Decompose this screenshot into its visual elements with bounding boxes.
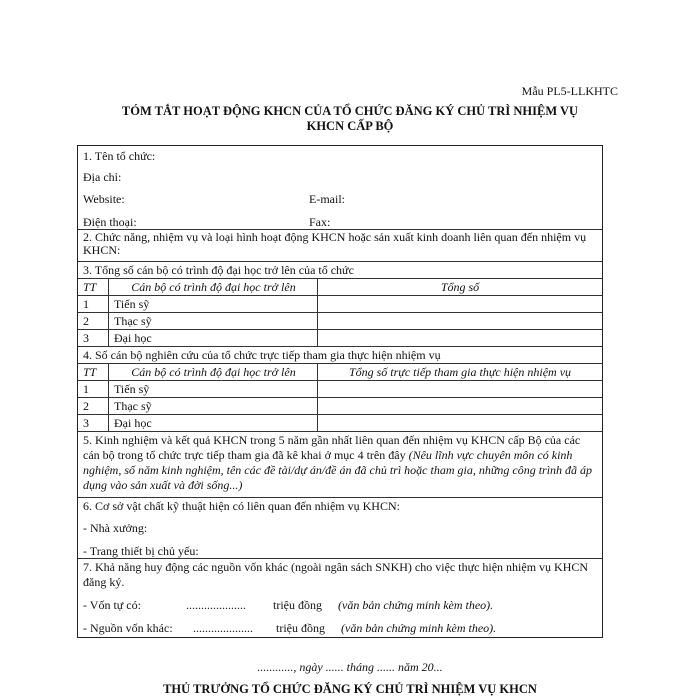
- divider: [78, 431, 602, 432]
- divider: [108, 363, 109, 431]
- own-capital-note: (văn bản chứng minh kèm theo).: [338, 598, 494, 612]
- form-table: [77, 145, 603, 638]
- phone-label: Điện thoại:: [83, 215, 137, 229]
- own-capital-unit: triệu đồng: [273, 598, 322, 612]
- equipment-label: - Trang thiết bị chủ yếu:: [83, 544, 199, 558]
- divider: [317, 363, 318, 431]
- fax-label: Fax:: [309, 215, 331, 229]
- divider: [78, 414, 602, 415]
- section-4-row-1-tt: 1: [83, 382, 89, 396]
- section-4-col-level: Cán bộ có trình độ đại học trở lên: [131, 365, 296, 379]
- section-4-row-3-level: Đại học: [114, 416, 152, 430]
- workshop-label: - Nhà xưởng:: [83, 521, 148, 535]
- section-3-heading: 3. Tổng số cán bộ có trình độ đại học trở lên của tổ chức: [83, 263, 354, 277]
- divider: [78, 261, 602, 262]
- divider: [78, 329, 602, 330]
- section-4-heading: 4. Số cán bộ nghiên cứu của tổ chức trực tiếp tham gia thực hiện nhiệm vụ: [83, 348, 441, 362]
- form-code: Mẫu PL5-LLKHTC: [521, 84, 618, 98]
- section-3-row-2-tt: 2: [83, 314, 89, 328]
- date-line: ............, ngày ...... tháng ...... năm 20...: [257, 660, 443, 674]
- section-3-col-tt: TT: [83, 280, 97, 294]
- section-3-row-3-tt: 3: [83, 331, 89, 345]
- other-capital-unit: triệu đồng: [276, 621, 325, 635]
- section-5-text: [83, 433, 595, 493]
- section-3-row-1-tt: 1: [83, 297, 89, 311]
- divider: [78, 380, 602, 381]
- section-5-body: 5. Kinh nghiệm và kết quả KHCN trong 5 năm gần nhất liên quan đến nhiệm vụ KHCN cấp Bộ của các cán bộ trong tổ chức trực tiếp tham gia đã kê khai ở mục 4 trên đây: [83, 433, 581, 462]
- section-4-row-1-level: Tiến sỹ: [114, 382, 150, 396]
- signatory-title: THỦ TRƯỞNG TỔ CHỨC ĐĂNG KÝ CHỦ TRÌ NHIỆM VỤ KHCN: [163, 682, 537, 696]
- section-2-text: 2. Chức năng, nhiệm vụ và loại hình hoạt động KHCN hoặc sản xuất kinh doanh liên quan đến nhiệm vụ KHCN:: [83, 230, 587, 257]
- own-capital-dots: ....................: [186, 598, 246, 612]
- section-5-note: (Nêu lĩnh vực chuyên môn có kinh nghiệm, số năm kinh nghiệm, tên các đề tài/dự án/đề án đã chủ trì hoặc tham gia, những công trình đã áp dụng vào sản xuất và đời sống...): [83, 448, 593, 492]
- divider: [78, 497, 602, 498]
- section-4-col-tt: TT: [83, 365, 97, 379]
- section-4-col-total: Tổng số trực tiếp tham gia thực hiện nhiệm vụ: [348, 365, 572, 379]
- title-line-1: TÓM TẮT HOẠT ĐỘNG KHCN CỦA TỔ CHỨC ĐĂNG KÝ CHỦ TRÌ NHIỆM VỤ: [121, 104, 579, 118]
- section-7-heading: 7. Khả năng huy động các nguồn vốn khác (ngoài ngân sách SNKH) cho việc thực hiện nhiệm vụ KHCN đăng ký.: [83, 560, 589, 589]
- org-name-label: 1. Tên tổ chức:: [83, 149, 156, 163]
- other-capital-label: - Nguồn vốn khác:: [83, 621, 173, 635]
- section-4-row-3-tt: 3: [83, 416, 89, 430]
- divider: [78, 278, 602, 279]
- divider: [78, 558, 602, 559]
- section-3-col-total: Tổng số: [440, 280, 480, 294]
- website-label: Website:: [83, 192, 125, 206]
- section-3-row-1-level: Tiến sỹ: [114, 297, 150, 311]
- other-capital-row: [83, 621, 497, 635]
- divider: [78, 397, 602, 398]
- email-label: E-mail:: [309, 192, 345, 206]
- section-4-row-2-tt: 2: [83, 399, 89, 413]
- divider: [78, 363, 602, 364]
- document-title: [0, 104, 700, 134]
- own-capital-row: [83, 598, 494, 612]
- other-capital-dots: ....................: [193, 621, 253, 635]
- address-label: Địa chỉ:: [83, 170, 122, 184]
- divider: [108, 278, 109, 346]
- section-3-row-2-level: Thạc sỹ: [114, 314, 152, 328]
- section-6-heading: 6. Cơ sở vật chất kỹ thuật hiện có liên quan đến nhiệm vụ KHCN:: [83, 499, 400, 513]
- own-capital-label: - Vốn tự có:: [83, 598, 141, 612]
- section-4-row-2-level: Thạc sỹ: [114, 399, 152, 413]
- title-line-2: KHCN CẤP BỘ: [306, 119, 394, 133]
- section-3-row-3-level: Đại học: [114, 331, 152, 345]
- section-3-col-level: Cán bộ có trình độ đại học trở lên: [131, 280, 296, 294]
- divider: [78, 312, 602, 313]
- divider: [78, 295, 602, 296]
- divider: [317, 278, 318, 346]
- other-capital-note: (văn bản chứng minh kèm theo).: [341, 621, 497, 635]
- divider: [78, 346, 602, 347]
